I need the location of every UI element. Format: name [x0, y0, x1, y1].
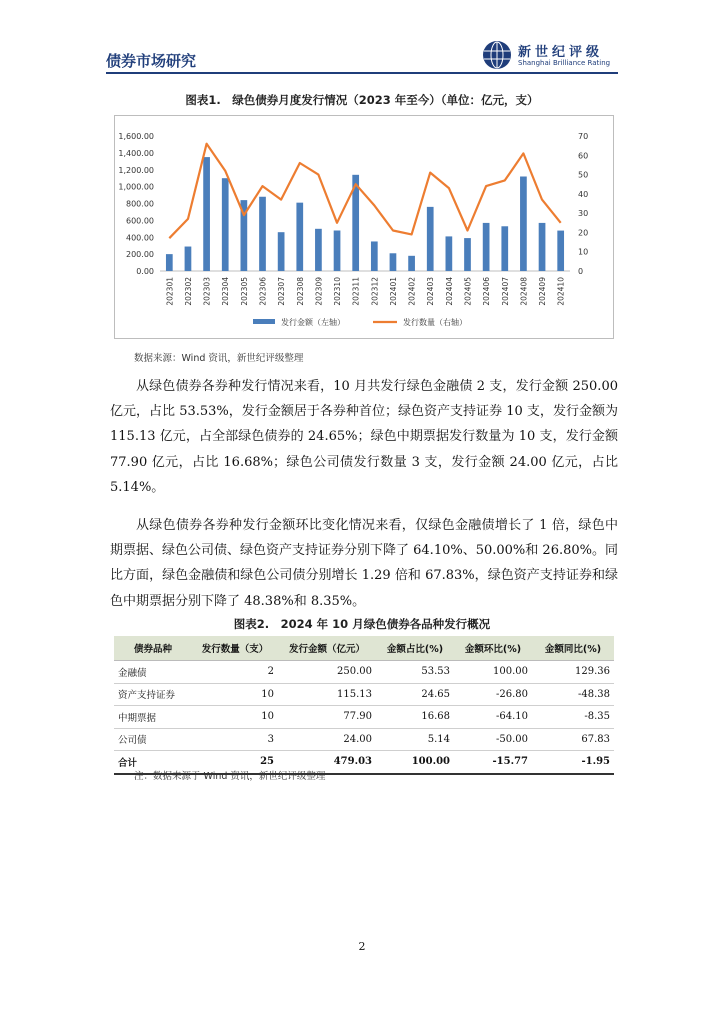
cell: 53.53 — [376, 661, 454, 684]
bar — [557, 231, 564, 271]
legend-label-count: 发行数量（右轴） — [403, 318, 467, 327]
paragraph-mom-yoy — [110, 513, 618, 614]
left-axis-tick-label: 1,200.00 — [118, 165, 154, 175]
cell: 115.13 — [278, 683, 376, 706]
table-row — [114, 706, 614, 729]
cell: 100.00 — [454, 661, 532, 684]
cell: 250.00 — [278, 661, 376, 684]
cell: 25 — [192, 751, 278, 774]
report-series-title: 债券市场研究 — [106, 52, 197, 70]
x-axis-tick-label: 202309 — [314, 277, 324, 306]
table-row — [114, 661, 614, 684]
cell: 129.36 — [532, 661, 614, 684]
cell: 中期票据 — [114, 706, 192, 729]
x-axis-tick-label: 202402 — [407, 277, 417, 306]
figure1-source: 数据来源：Wind 资讯，新世纪评级整理 — [134, 353, 304, 364]
x-axis-tick-label: 202401 — [388, 277, 398, 306]
cell: -26.80 — [454, 683, 532, 706]
x-axis-tick-label: 202410 — [556, 277, 566, 306]
x-axis-tick-label: 202311 — [351, 277, 361, 306]
bar — [427, 207, 434, 271]
left-axis-tick-label: 800.00 — [126, 199, 154, 209]
x-axis-tick-label: 202301 — [165, 277, 175, 306]
bar — [464, 238, 471, 271]
x-axis-tick-label: 202405 — [463, 277, 473, 306]
page-number: 2 — [358, 940, 366, 953]
right-axis-tick-label: 60 — [578, 151, 589, 161]
cell: -50.00 — [454, 728, 532, 751]
logo-chinese-name: 新世纪评级 — [518, 45, 604, 60]
table-row — [114, 683, 614, 706]
cell: 67.83 — [532, 728, 614, 751]
globe-logo-icon — [482, 40, 512, 70]
left-axis-tick-label: 1,400.00 — [118, 148, 154, 158]
cell: 24.00 — [278, 728, 376, 751]
right-axis-tick-label: 10 — [578, 247, 589, 257]
x-axis-tick-label: 202408 — [519, 277, 529, 306]
bar — [390, 253, 397, 271]
right-axis-tick-label: 70 — [578, 132, 589, 141]
cell: 100.00 — [376, 751, 454, 774]
bar — [203, 157, 210, 271]
left-axis-tick-label: 1,600.00 — [118, 132, 154, 141]
logo-english-name: Shanghai Brilliance Rating — [518, 59, 611, 67]
right-axis-tick-label: 0 — [578, 267, 584, 276]
table-row — [114, 728, 614, 751]
cell: 2 — [192, 661, 278, 684]
table-header-row — [114, 636, 614, 661]
left-axis-tick-label: 0.00 — [136, 267, 154, 276]
bar — [501, 226, 508, 271]
bar — [166, 254, 173, 271]
col-issue-count: 发行数量（支） — [192, 636, 278, 661]
cell: -1.95 — [532, 751, 614, 774]
left-axis-tick-label: 200.00 — [126, 250, 154, 260]
cell: 公司债 — [114, 728, 192, 751]
legend-label-amount: 发行金额（左轴） — [281, 318, 345, 327]
left-axis-tick-label: 400.00 — [126, 233, 154, 243]
figure2-note: 注：数据来源于 Wind 资讯，新世纪评级整理 — [134, 771, 326, 782]
bar — [334, 231, 341, 272]
cell: 合计 — [114, 751, 192, 774]
cell: 5.14 — [376, 728, 454, 751]
legend-swatch-amount — [253, 319, 275, 324]
right-axis-tick-label: 20 — [578, 228, 589, 238]
right-axis-tick-label: 30 — [578, 209, 589, 219]
x-axis-tick-label: 202307 — [277, 277, 287, 306]
x-axis-tick-label: 202303 — [202, 277, 212, 306]
col-issue-amount: 发行金额（亿元） — [278, 636, 376, 661]
cell: 24.65 — [376, 683, 454, 706]
green-bond-monthly-chart — [114, 115, 614, 339]
bar — [315, 229, 322, 271]
figure2-title: 图表2. 2024 年 10 月绿色债券各品种发行概况 — [233, 617, 491, 631]
bar — [278, 232, 285, 271]
bar — [539, 223, 546, 271]
x-axis-tick-label: 202308 — [295, 277, 305, 306]
x-axis-tick-label: 202404 — [444, 277, 454, 306]
cell: 10 — [192, 683, 278, 706]
cell: 资产支持证券 — [114, 683, 192, 706]
cell: 10 — [192, 706, 278, 729]
paragraph-issuance-by-type — [110, 374, 618, 500]
paragraph1-text: 从绿色债券各券种发行情况来看，10 月共发行绿色金融债 2 支，发行金额 250.00 亿元，占比 53.53%，发行金额居于各券种首位；绿色资产支持证券 10 支，发行金额为 115.13 亿元，占全部绿色债券的 24.65%；绿色中期票据发行数量为 10 支，发行金额 77.90 亿元，占比 16.68%；绿色公司债发行数量 3 支，发行金额 24.00 亿元，占比 5.14%。 — [110, 379, 618, 495]
x-axis-tick-label: 202409 — [538, 277, 548, 306]
x-axis-tick-label: 202304 — [221, 277, 231, 306]
x-axis-tick-label: 202305 — [239, 277, 249, 306]
x-axis-tick-label: 202310 — [333, 277, 343, 306]
bar — [446, 236, 453, 271]
header-divider — [106, 72, 618, 74]
cell: -64.10 — [454, 706, 532, 729]
bar — [408, 256, 415, 271]
x-axis-tick-label: 202302 — [183, 277, 193, 306]
bar — [483, 223, 490, 271]
x-axis-tick-label: 202312 — [370, 277, 380, 306]
bar — [222, 178, 229, 271]
col-amount-mom: 金额环比(%) — [454, 636, 532, 661]
right-axis-tick-label: 40 — [578, 189, 589, 199]
cell: -15.77 — [454, 751, 532, 774]
paragraph2-text: 从绿色债券各券种发行金额环比变化情况来看，仅绿色金融债增长了 1 倍，绿色中期票据、绿色公司债、绿色资产支持证券分别下降了 64.10%、50.00%和 26.80%。同比方面，绿色金融债和绿色公司债分别增长 1.29 倍和 67.83%，绿色资产支持证券和绿色中期票据分别下降了 48.38%和 8.35%。 — [110, 518, 618, 609]
brand-logo — [482, 40, 622, 72]
cell: 3 — [192, 728, 278, 751]
cell: 77.90 — [278, 706, 376, 729]
figure1-title: 图表1. 绿色债券月度发行情况（2023 年至今）（单位：亿元，支） — [185, 93, 539, 107]
bar — [371, 241, 378, 271]
bar — [520, 177, 527, 272]
cell: -48.38 — [532, 683, 614, 706]
col-bond-type: 债券品种 — [114, 636, 192, 661]
left-axis-tick-label: 600.00 — [126, 216, 154, 226]
cell: 479.03 — [278, 751, 376, 774]
x-axis-tick-label: 202306 — [258, 277, 268, 306]
cell: -8.35 — [532, 706, 614, 729]
bar — [185, 247, 192, 271]
col-amount-share: 金额占比(%) — [376, 636, 454, 661]
x-axis-tick-label: 202406 — [482, 277, 492, 306]
x-axis-tick-label: 202403 — [426, 277, 436, 306]
bar — [259, 197, 266, 271]
green-bond-type-table — [114, 636, 614, 775]
cell: 16.68 — [376, 706, 454, 729]
cell: 金融债 — [114, 661, 192, 684]
chart-canvas — [115, 116, 613, 338]
bar — [296, 203, 303, 271]
left-axis-tick-label: 1,000.00 — [118, 182, 154, 192]
col-amount-yoy: 金额同比(%) — [532, 636, 614, 661]
right-axis-tick-label: 50 — [578, 170, 589, 180]
x-axis-tick-label: 202407 — [500, 277, 510, 306]
